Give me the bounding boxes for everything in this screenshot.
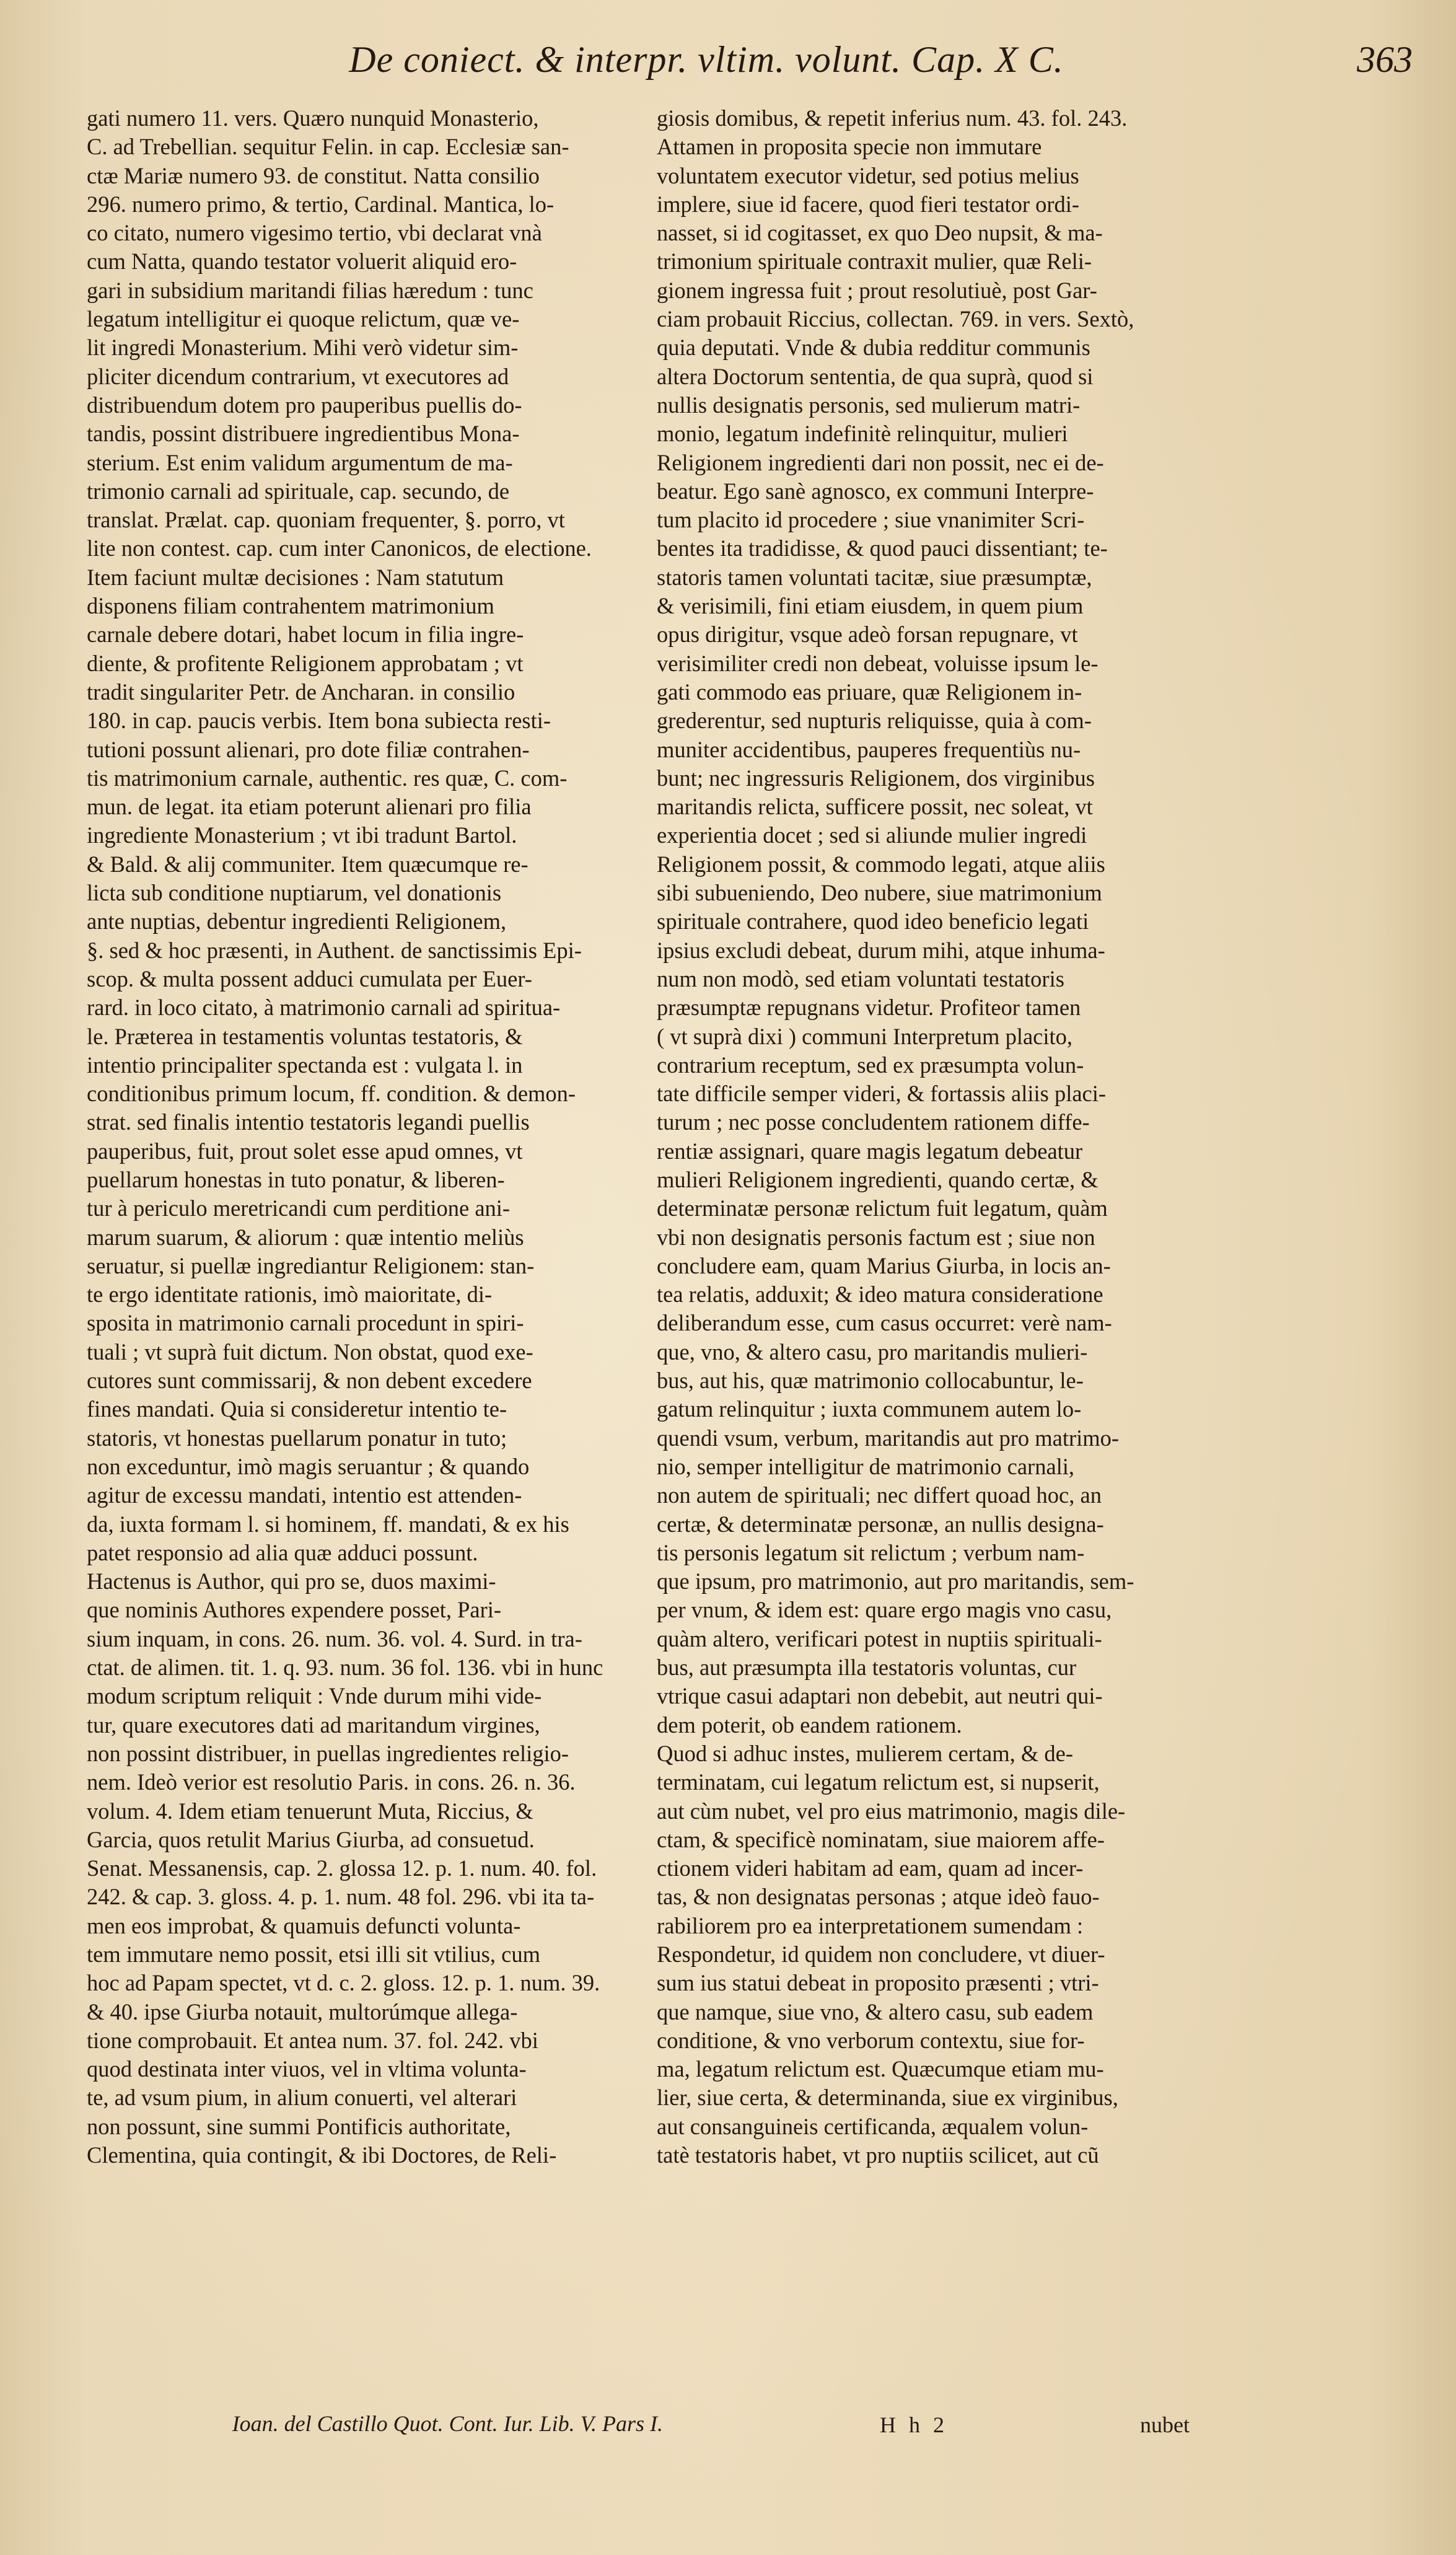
text-line: terminatam, cui legatum relictum est, si nupserit, [657, 1769, 1100, 1795]
text-line: legatum intelligitur ei quoque relictum, quæ ve- [87, 306, 520, 332]
text-line: conditione, & vno verborum contextu, siue for- [657, 2027, 1085, 2053]
text-line: maritandis relicta, sufficere possit, nec soleat, vt [657, 794, 1093, 820]
text-line: marum suarum, & aliorum : quæ intentio meliùs [87, 1224, 524, 1250]
text-line: C. ad Trebellian. sequitur Felin. in cap. Ecclesiæ san- [87, 134, 569, 160]
text-line: Respondetur, id quidem non concludere, vt diuer- [657, 1942, 1105, 1967]
text-line: rard. in loco citato, à matrimonio carnali ad spiritua- [87, 995, 561, 1021]
text-line: tur à periculo meretricandi cum perditione ani- [87, 1195, 511, 1221]
text-line: §. sed & hoc præsenti, in Authent. de sanctissimis Epi- [87, 937, 582, 963]
text-line: ctam, & specificè nominatam, siue maiorem affe- [657, 1826, 1105, 1852]
text-line: spirituale contrahere, quod ideo beneficio legati [657, 908, 1089, 934]
text-line: tur, quare executores dati ad maritandum virgines, [87, 1712, 540, 1738]
text-line: sum ius statui debeat in proposito præsenti ; vtri- [657, 1970, 1099, 1996]
text-line: le. Præterea in testamentis voluntas testatoris, & [87, 1023, 523, 1049]
text-line: que ipsum, pro matrimonio, aut pro maritandis, sem- [657, 1568, 1134, 1594]
text-line: concludere eam, quam Marius Giurba, in locis an- [657, 1252, 1111, 1278]
text-line: ma, legatum relictum est. Quæcumque etiam mu- [657, 2056, 1104, 2082]
text-line: disponens filiam contrahentem matrimonium [87, 593, 494, 619]
text-line: sposita in matrimonio carnali procedunt in spiri- [87, 1310, 524, 1336]
text-line: cutores sunt commissarij, & non debent excedere [87, 1368, 532, 1394]
text-line: rentiæ assignari, quare magis legatum debeatur [657, 1138, 1083, 1164]
text-line: Attamen in proposita specie non immutare [657, 134, 1042, 160]
text-line: agitur de excessu mandati, intentio est attenden- [87, 1482, 522, 1508]
text-line: co citato, numero vigesimo tertio, vbi declarat vnà [87, 220, 542, 246]
text-line: Senat. Messanensis, cap. 2. glossa 12. p. 1. num. 40. fol. [87, 1855, 597, 1881]
footer-author-line: Ioan. del Castillo Quot. Cont. Iur. Lib. V. Pars I. [232, 2411, 663, 2436]
text-line: Religionem ingredienti dari non possit, nec ei de- [657, 449, 1104, 475]
text-line: altera Doctorum sententia, de qua suprà, quod si [657, 363, 1094, 389]
text-line: & 40. ipse Giurba notauit, multorúmque allega- [87, 1999, 518, 2025]
text-line: pauperibus, fuit, prout solet esse apud omnes, vt [87, 1138, 523, 1164]
text-line: gari in subsidium maritandi filias hæredum : tunc [87, 277, 533, 303]
text-line: dem poterit, ob eandem rationem. [657, 1712, 962, 1738]
text-line: gatum relinquitur ; iuxta communem autem lo- [657, 1396, 1082, 1422]
text-line: diente, & profitente Religionem approbatam ; vt [87, 650, 524, 676]
text-line: num non modò, sed etiam voluntati testatoris [657, 965, 1064, 992]
text-line: intentio principaliter spectanda est : vulgata l. in [87, 1052, 523, 1078]
text-line: sterium. Est enim validum argumentum de ma- [87, 449, 513, 475]
text-line: voluntatem executor videtur, sed potius melius [657, 162, 1079, 188]
text-line: bunt; nec ingressuris Religionem, dos virginibus [657, 765, 1095, 791]
text-line: tea relatis, adduxit; & ideo matura consideratione [657, 1282, 1103, 1308]
signature-mark: H h 2 [880, 2412, 948, 2437]
page-header [223, 38, 1413, 94]
page-number: 363 [1357, 39, 1413, 80]
text-line: muniter accidentibus, pauperes frequentiùs nu- [657, 736, 1081, 762]
text-line: quàm altero, verificari potest in nuptiis spirituali- [657, 1625, 1102, 1651]
text-line: per vnum, & idem est: quare ergo magis vno casu, [657, 1597, 1112, 1623]
text-line: præsumptæ repugnans videtur. Profiteor tamen [657, 995, 1081, 1021]
text-line: statoris, vt honestas puellarum ponatur in tuto; [87, 1425, 507, 1451]
text-line: Religionem possit, & commodo legati, atque aliis [657, 851, 1105, 877]
text-line: tandis, possint distribuere ingredientibus Mona- [87, 421, 520, 447]
text-line: nasset, si id cogitasset, ex quo Deo nupsit, & ma- [657, 220, 1103, 246]
text-line: implere, siue id facere, quod fieri testator ordi- [657, 191, 1080, 217]
text-line: nullis designatis personis, sed mulierum matri- [657, 392, 1081, 418]
text-line: tis matrimonium carnale, authentic. res quæ, C. com- [87, 765, 568, 791]
text-line: que nominis Authores expendere posset, Pari- [87, 1597, 502, 1623]
text-line: opus dirigitur, vsque adeò forsan repugnare, vt [657, 622, 1078, 648]
text-line: conditionibus primum locum, ff. condition. & demon- [87, 1081, 576, 1107]
text-line: tis personis legatum sit relictum ; verbum nam- [657, 1539, 1085, 1565]
text-line: quendi vsum, verbum, maritandis aut pro matrimo- [657, 1425, 1120, 1451]
text-line: certæ, & determinatæ personæ, an nullis designa- [657, 1511, 1104, 1537]
text-line: mulieri Religionem ingredienti, quando certæ, & [657, 1166, 1099, 1192]
text-line: quia deputati. Vnde & dubia redditur communis [657, 335, 1090, 361]
text-line: verisimiliter credi non debeat, voluisse ipsum le- [657, 650, 1099, 676]
text-line: turum ; nec posse concludentem rationem diffe- [657, 1109, 1090, 1135]
text-line: bentes ita tradidisse, & quod pauci dissentiant; te- [657, 535, 1108, 561]
text-line: ctionem videri habitam ad eam, quam ad incer- [657, 1855, 1084, 1881]
text-line: tione comprobauit. Et antea num. 37. fol. 242. vbi [87, 2027, 538, 2053]
text-line: trimonio carnali ad spirituale, cap. secundo, de [87, 478, 510, 504]
text-line: men eos improbat, & quamuis defuncti volunta- [87, 1912, 521, 1938]
text-line: mun. de legat. ita etiam poterunt alienari pro filia [87, 794, 532, 820]
text-line: aut cùm nubet, vel pro eius matrimonio, magis dile- [657, 1798, 1126, 1824]
text-line: vtrique casui adaptari non debebit, aut neutri qui- [657, 1683, 1103, 1709]
text-line: beatur. Ego sanè agnosco, ex communi Interpre- [657, 478, 1094, 504]
text-line: grederentur, sed nupturis reliquisse, quia à com- [657, 708, 1092, 734]
text-line: statoris tamen voluntati tacitæ, siue præsumptæ, [657, 564, 1092, 590]
text-line: lit ingredi Monasterium. Mihi verò videtur sim- [87, 335, 519, 361]
text-line: giosis domibus, & repetit inferius num. 43. fol. 243. [657, 105, 1128, 131]
text-line: seruatur, si puellæ ingrediantur Religionem: stan- [87, 1252, 535, 1278]
text-line: modum scriptum reliquit : Vnde durum mihi vide- [87, 1683, 542, 1709]
text-line: ctæ Mariæ numero 93. de constitut. Natta consilio [87, 162, 540, 188]
text-line: que, vno, & altero casu, pro maritandis mulieri- [657, 1339, 1088, 1365]
text-line: puellarum honestas in tuto ponatur, & liberen- [87, 1166, 505, 1192]
text-line: Garcia, quos retulit Marius Giurba, ad consuetud. [87, 1826, 535, 1852]
text-line: gati commodo eas priuare, quæ Religionem in- [657, 679, 1082, 705]
text-line: te, ad vsum pium, in alium conuerti, vel alterari [87, 2085, 517, 2111]
text-line: trimonium spirituale contraxit mulier, quæ Reli- [657, 248, 1092, 275]
running-title: De coniect. & interpr. vltim. volunt. Cap. X C. [349, 39, 1064, 80]
text-line: Clementina, quia contingit, & ibi Doctores, de Reli- [87, 2142, 557, 2168]
text-line: ( vt suprà dixi ) communi Interpretum placito, [657, 1023, 1073, 1049]
text-line: lite non contest. cap. cum inter Canonicos, de electione. [87, 535, 592, 561]
text-line: tradit singulariter Petr. de Ancharan. in consilio [87, 679, 515, 705]
catchword: nubet [1140, 2412, 1190, 2437]
text-line: non autem de spirituali; nec differt quoad hoc, an [657, 1482, 1102, 1508]
text-line: tum placito id procedere ; siue vnanimiter Scri- [657, 507, 1085, 533]
text-line: aut consanguineis certificanda, æqualem volun- [657, 2113, 1089, 2139]
text-line: tuali ; vt suprà fuit dictum. Non obstat, quod exe- [87, 1339, 533, 1365]
text-line: Item faciunt multæ decisiones : Nam statutum [87, 564, 504, 590]
right-column [657, 104, 1233, 2170]
text-line: bus, aut his, quæ matrimonio collocabuntur, le- [657, 1368, 1084, 1394]
text-line: hoc ad Papam spectet, vt d. c. 2. gloss. 12. p. 1. num. 39. [87, 1970, 600, 1996]
text-line: non possunt, sine summi Pontificis authoritate, [87, 2113, 511, 2139]
left-column [87, 104, 663, 2170]
text-line: fines mandati. Quia si consideretur intentio te- [87, 1396, 507, 1422]
text-line: cum Natta, quando testator voluerit aliquid ero- [87, 248, 517, 275]
text-line: tatè testatoris habet, vt pro nuptiis scilicet, aut cũ [657, 2142, 1099, 2168]
text-line: tem immutare nemo possit, etsi illi sit vtilius, cum [87, 1942, 540, 1967]
text-line: contrarium receptum, sed ex præsumpta volun- [657, 1052, 1084, 1078]
text-line: nem. Ideò verior est resolutio Paris. in cons. 26. n. 36. [87, 1769, 576, 1795]
text-line: tas, & non designatas personas ; atque ideò fauo- [657, 1884, 1100, 1910]
text-line: 242. & cap. 3. gloss. 4. p. 1. num. 48 fol. 296. vbi ita ta- [87, 1884, 595, 1910]
text-line: experientia docet ; sed si aliunde mulier ingredi [657, 822, 1087, 848]
text-line: Quod si adhuc instes, mulierem certam, & de- [657, 1740, 1074, 1766]
text-line: sibi subueniendo, Deo nubere, siue matrimonium [657, 880, 1102, 906]
text-line: ciam probauit Riccius, collectan. 769. in vers. Sextò, [657, 306, 1134, 332]
text-line: bus, aut præsumpta illa testatoris voluntas, cur [657, 1655, 1077, 1681]
text-line: da, iuxta formam l. si hominem, ff. mandati, & ex his [87, 1511, 569, 1537]
text-line: licta sub conditione nuptiarum, vel donationis [87, 880, 502, 906]
text-line: non possint distribuer, in puellas ingredientes religio- [87, 1740, 569, 1766]
text-line: gati numero 11. vers. Quæro nunquid Monasterio, [87, 105, 539, 131]
text-line: te ergo identitate rationis, imò maioritate, di- [87, 1282, 493, 1308]
text-line: determinatæ personæ relictum fuit legatum, quàm [657, 1195, 1108, 1221]
text-line: nio, semper intelligitur de matrimonio carnali, [657, 1453, 1075, 1479]
text-line: lier, siue certa, & determinanda, siue ex virginibus, [657, 2085, 1118, 2111]
text-line: monio, legatum indefinitè relinquitur, mulieri [657, 421, 1068, 447]
text-line: pliciter dicendum contrarium, vt executores ad [87, 363, 509, 389]
text-line: rabiliorem pro ea interpretationem sumendam : [657, 1912, 1084, 1938]
text-line: 296. numero primo, & tertio, Cardinal. Mantica, lo- [87, 191, 555, 217]
text-line: gionem ingressa fuit ; prout resolutiuè, post Gar- [657, 277, 1097, 303]
text-line: que namque, siue vno, & altero casu, sub eadem [657, 1999, 1094, 2025]
text-line: translat. Prælat. cap. quoniam frequenter, §. porro, vt [87, 507, 565, 533]
text-line: tutioni possunt alienari, pro dote filiæ contrahen- [87, 736, 530, 762]
text-line: ipsius excludi debeat, durum mihi, atque inhuma- [657, 937, 1105, 963]
text-line: sium inquam, in cons. 26. num. 36. vol. 4. Surd. in tra- [87, 1625, 582, 1651]
text-line: Hactenus is Author, qui pro se, duos maximi- [87, 1568, 496, 1594]
text-line: quod destinata inter viuos, vel in vltima volunta- [87, 2056, 527, 2082]
text-line: ctat. de alimen. tit. 1. q. 93. num. 36 fol. 136. vbi in hunc [87, 1655, 603, 1681]
text-line: 180. in cap. paucis verbis. Item bona subiecta resti- [87, 708, 551, 734]
text-line: carnale debere dotari, habet locum in filia ingre- [87, 622, 524, 648]
text-line: scop. & multa possent adduci cumulata per Euer- [87, 965, 532, 992]
text-line: & Bald. & alij communiter. Item quæcumque re- [87, 851, 528, 877]
text-line: vbi non designatis personis factum est ; siue non [657, 1224, 1095, 1250]
text-line: distribuendum dotem pro pauperibus puellis do- [87, 392, 522, 418]
text-line: patet responsio ad alia quæ adduci possunt. [87, 1539, 478, 1565]
text-line: volum. 4. Idem etiam tenuerunt Muta, Riccius, & [87, 1798, 533, 1824]
text-line: deliberandum esse, cum casus occurret: verè nam- [657, 1310, 1112, 1336]
text-line: non exceduntur, imò magis seruantur ; & quando [87, 1453, 530, 1479]
text-line: strat. sed finalis intentio testatoris legandi puellis [87, 1109, 530, 1135]
text-line: tate difficile semper videri, & fortassis aliis placi- [657, 1081, 1107, 1107]
text-line: ante nuptias, debentur ingredienti Religionem, [87, 908, 507, 934]
text-line: ingrediente Monasterium ; vt ibi tradunt Bartol. [87, 822, 517, 848]
text-line: & verisimili, fini etiam eiusdem, in quem pium [657, 593, 1084, 619]
